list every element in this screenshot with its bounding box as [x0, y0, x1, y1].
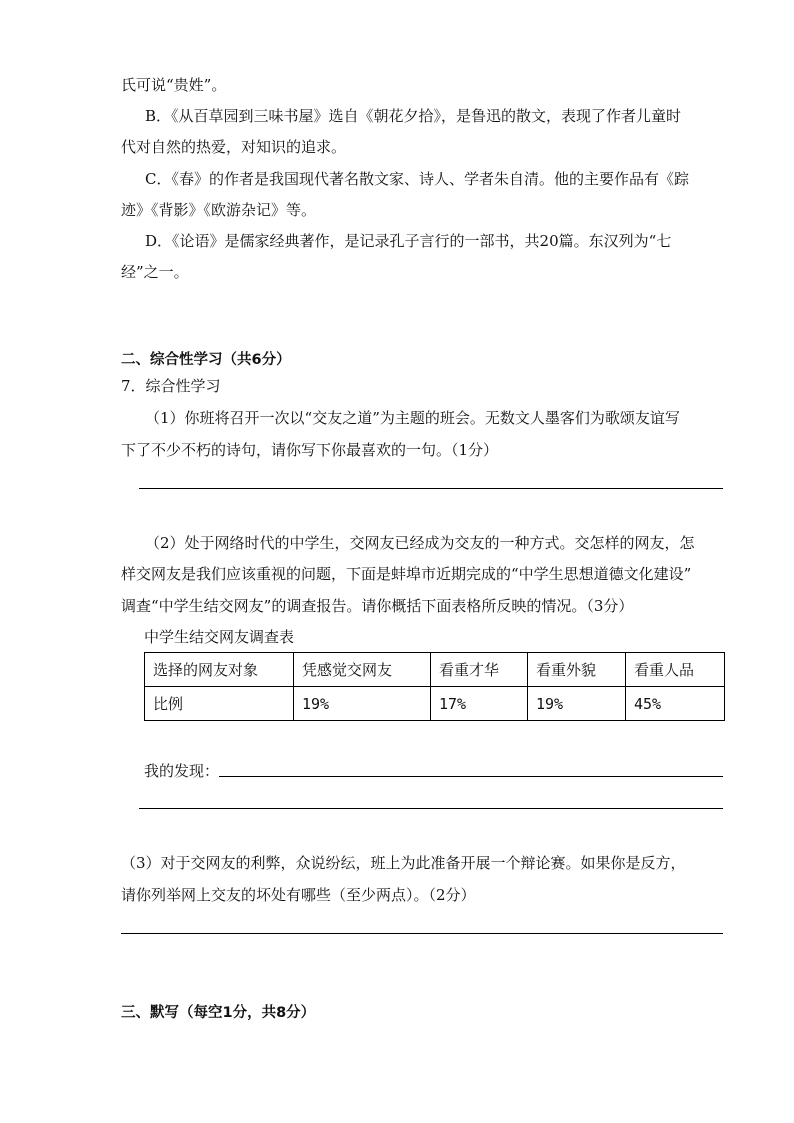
question-7-title: 7．综合性学习	[121, 377, 221, 395]
table-header-cell: 看重外貌	[528, 653, 626, 687]
table-cell: 比例	[145, 687, 294, 721]
q1-line-1: （1）你班将召开一次以“交友之道”为主题的班会。无数文人墨客们为歌颂友谊写	[145, 409, 680, 427]
finding-label: 我的发现：	[144, 762, 220, 780]
q1-line-2: 下了不少不朽的诗句，请你写下你最喜欢的一句。（1分）	[121, 441, 499, 459]
table-cell: 19%	[528, 687, 626, 721]
finding-answer-line-2[interactable]	[139, 808, 723, 809]
table-row	[145, 687, 725, 721]
q3-line-2: 请你列举网上交友的坏处有哪些（至少两点）。（2分）	[121, 886, 476, 904]
table-header-cell: 看重才华	[431, 653, 528, 687]
table-header-cell: 看重人品	[626, 653, 725, 687]
table-cell: 17%	[431, 687, 528, 721]
option-b-line-1: B．《从百草园到三味书屋》选自《朝花夕拾》，是鲁迅的散文，表现了作者儿童时	[145, 107, 682, 125]
q2-line-1: （2）处于网络时代的中学生，交网友已经成为交友的一种方式。交怎样的网友，怎	[145, 534, 695, 552]
finding-answer-line-1[interactable]	[219, 776, 723, 777]
section-3-heading: 三、默写（每空1分，共8分）	[121, 1005, 316, 1021]
table-cell: 45%	[626, 687, 725, 721]
q3-answer-line[interactable]	[121, 933, 723, 934]
q3-line-1: （3）对于交网友的利弊，众说纷纭，班上为此准备开展一个辩论赛。如果你是反方，	[121, 854, 686, 872]
survey-table-title: 中学生结交网友调查表	[144, 628, 295, 646]
option-c-line-1: C．《春》的作者是我国现代著名散文家、诗人、学者朱自清。他的主要作品有《踪	[145, 170, 689, 188]
option-d-line-2: 经”之一。	[121, 263, 189, 281]
q1-answer-line[interactable]	[139, 488, 723, 489]
option-d-line-1: D．《论语》是儒家经典著作，是记录孔子言行的一部书，共20篇。东汉列为“七	[145, 232, 672, 250]
table-header-row	[145, 653, 725, 687]
option-c-line-2: 迹》《背影》《欧游杂记》等。	[121, 201, 317, 219]
q2-line-2: 样交网友是我们应该重视的问题，下面是蚌埠市近期完成的“中学生思想道德文化建设”	[121, 565, 692, 583]
survey-table	[144, 652, 725, 721]
q2-line-3: 调查“中学生结交网友”的调查报告。请你概括下面表格所反映的情况。（3分）	[121, 597, 634, 615]
table-header-cell: 凭感觉交网友	[294, 653, 431, 687]
table-cell: 19%	[294, 687, 431, 721]
section-2-heading: 二、综合性学习（共6分）	[121, 352, 291, 368]
option-b-line-2: 代对自然的热爱，对知识的追求。	[121, 138, 347, 156]
option-a-tail: 氏可说“贵姓”。	[121, 76, 227, 94]
table-header-cell: 选择的网友对象	[145, 653, 294, 687]
